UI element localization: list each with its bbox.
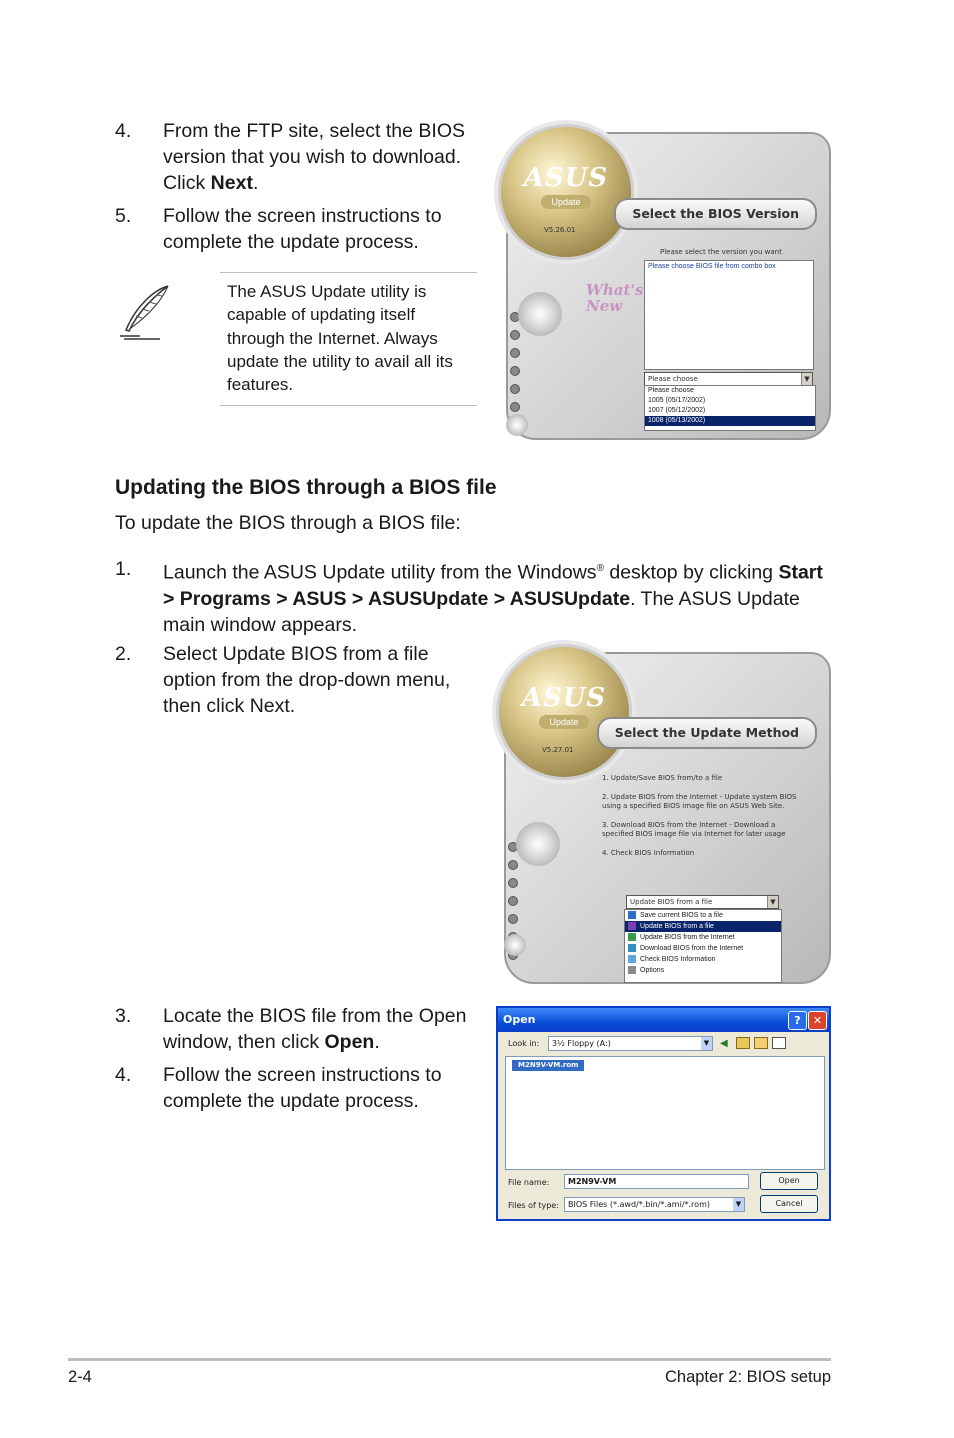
method-item: 4. Check BIOS Information xyxy=(602,849,695,857)
step-number: 1. xyxy=(115,558,132,580)
option[interactable]: Check BIOS Information xyxy=(625,954,781,965)
file-list[interactable] xyxy=(505,1056,825,1170)
note-text: The ASUS Update utility is capable of updating itself through the Internet. Always update the utility to avail all its features. xyxy=(227,282,453,395)
cd-icon xyxy=(518,292,562,336)
file-item-selected[interactable]: M2N9V-VM.rom xyxy=(512,1060,584,1071)
update-badge: Update xyxy=(539,715,589,729)
option-selected[interactable]: Update BIOS from a file xyxy=(625,921,781,932)
step-text: Follow the screen instructions to complete the update process. xyxy=(163,1064,442,1112)
cd-icon xyxy=(516,822,560,866)
step-number: 5. xyxy=(115,205,132,227)
step-text: Launch the ASUS Update utility from the Windows® desktop by clicking Start > Programs > ASUS > ASUSUpdate > ASUSUpdate. The ASUS Update main window appears. xyxy=(163,561,823,636)
prompt-text: Please select the version you want xyxy=(660,248,782,256)
cancel-button[interactable]: Cancel xyxy=(760,1195,818,1213)
step-number: 4. xyxy=(115,1064,132,1086)
dialog-titlebar xyxy=(498,1008,829,1032)
section-intro: To update the BIOS through a BIOS file: xyxy=(115,512,461,534)
step-number: 3. xyxy=(115,1005,132,1027)
step-text: Locate the BIOS file from the Open window, then click Open. xyxy=(163,1005,467,1053)
files-of-type-label: Files of type: xyxy=(508,1201,559,1210)
step-text: Select Update BIOS from a file option from the drop-down menu, then click Next. xyxy=(163,643,451,717)
asus-logo-disc xyxy=(496,644,632,780)
chevron-down-icon: ▼ xyxy=(701,1037,712,1050)
asus-logo: ASUS xyxy=(521,683,607,713)
option[interactable]: Save current BIOS to a file xyxy=(625,910,781,921)
listbox-item[interactable]: Please choose BIOS file from combo box xyxy=(648,263,776,270)
look-in-combo[interactable]: 3½ Floppy (A:) ▼ xyxy=(548,1036,713,1051)
method-list xyxy=(602,774,798,858)
asus-update-window-update-method xyxy=(494,642,831,984)
step-number: 2. xyxy=(115,643,132,665)
open-button[interactable]: Open xyxy=(760,1172,818,1190)
method-item: 3. Download BIOS from the Internet - Download a specified BIOS image file via Internet for later usage xyxy=(602,821,786,838)
asus-logo: ASUS xyxy=(523,163,609,193)
chevron-down-icon: ▼ xyxy=(767,896,778,908)
step-banner: Select the BIOS Version xyxy=(614,198,817,230)
version-label: V5.27.01 xyxy=(542,746,574,754)
option[interactable]: 1005 (05/17/2002) xyxy=(648,397,706,404)
chapter-label: Chapter 2: BIOS setup xyxy=(664,1368,831,1386)
asus-logo-disc xyxy=(498,124,634,260)
method-item: 2. Update BIOS from the Internet - Update system BIOS using a specified BIOS image file on ASUS Web Site. xyxy=(602,793,797,810)
feather-pen-icon xyxy=(116,282,174,342)
back-icon[interactable]: ◀ xyxy=(720,1038,728,1049)
chevron-down-icon: ▼ xyxy=(733,1198,744,1211)
step-banner: Select the Update Method xyxy=(597,717,817,749)
open-dialog xyxy=(496,1006,831,1221)
chevron-down-icon: ▼ xyxy=(801,373,812,385)
whats-new-label: What's New xyxy=(586,281,644,315)
files-of-type-combo[interactable]: BIOS Files (*.awd/*.bin/*.ami/*.rom) ▼ xyxy=(564,1197,745,1212)
version-label: V5.26.01 xyxy=(544,226,576,234)
version-dropdown[interactable]: Please choose ▼ xyxy=(644,372,813,386)
footer-rule xyxy=(68,1358,831,1361)
option[interactable]: Please choose xyxy=(648,387,694,394)
step-text: From the FTP site, select the BIOS version that you wish to download. Click Next. xyxy=(163,120,465,194)
file-name-label: File name: xyxy=(508,1178,550,1187)
close-button[interactable]: ✕ xyxy=(808,1011,827,1030)
version-listbox[interactable] xyxy=(644,260,814,370)
version-options[interactable] xyxy=(644,385,816,431)
method-item: 1. Update/Save BIOS from/to a file xyxy=(602,774,723,782)
help-button[interactable]: ? xyxy=(788,1011,807,1030)
page-number: 2-4 xyxy=(68,1368,92,1386)
option[interactable]: Update BIOS from the Internet xyxy=(625,932,781,943)
option[interactable]: Options xyxy=(625,965,781,976)
method-options[interactable] xyxy=(624,909,782,983)
asus-update-window-bios-version xyxy=(496,122,831,440)
exit-icon[interactable] xyxy=(506,414,528,436)
look-in-label: Look in: xyxy=(508,1039,540,1048)
dialog-title: Open xyxy=(503,1013,536,1026)
option[interactable]: 1007 (05/12/2002) xyxy=(648,407,706,414)
view-menu-icon[interactable] xyxy=(772,1037,786,1049)
new-folder-icon[interactable] xyxy=(754,1037,768,1049)
up-folder-icon[interactable] xyxy=(736,1037,750,1049)
option-selected[interactable]: 1008 (05/13/2002) xyxy=(645,416,815,426)
option[interactable]: Download BIOS from the Internet xyxy=(625,943,781,954)
update-badge: Update xyxy=(541,195,591,209)
method-dropdown[interactable]: Update BIOS from a file ▼ xyxy=(626,895,779,909)
exit-icon[interactable] xyxy=(504,934,526,956)
step-number: 4. xyxy=(115,120,132,142)
file-name-input[interactable]: M2N9V-VM xyxy=(564,1174,749,1189)
section-heading: Updating the BIOS through a BIOS file xyxy=(115,476,497,499)
step-text: Follow the screen instructions to complete the update process. xyxy=(163,205,442,253)
